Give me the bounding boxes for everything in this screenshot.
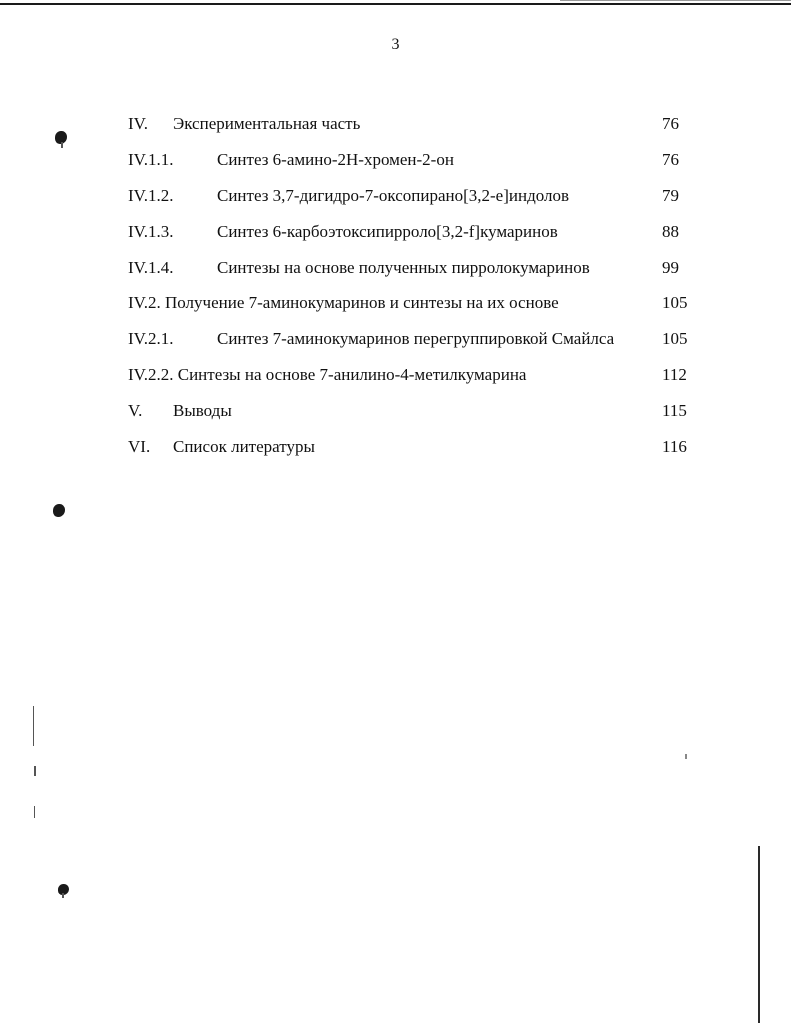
margin-speck — [33, 706, 34, 746]
toc-entry — [128, 291, 690, 327]
margin-speck — [34, 766, 36, 776]
margin-speck — [685, 754, 687, 759]
toc-entry-title: Экспериментальная часть — [173, 114, 361, 133]
toc-entry-page: 105 — [662, 293, 688, 313]
table-of-contents — [128, 112, 690, 471]
margin-speck — [34, 806, 35, 818]
toc-entry — [128, 220, 690, 256]
toc-entry-title: Синтез 3,7-дигидро-7-оксопирано[3,2-e]индолов — [217, 185, 570, 205]
toc-entry-title: Список литературы — [173, 437, 315, 457]
toc-entry-title: Выводы — [173, 401, 232, 421]
toc-entry-page: 105 — [662, 329, 688, 349]
toc-entry-number: IV.2.1. — [128, 329, 174, 349]
top-rule — [0, 3, 791, 5]
binder-hole-tail — [62, 893, 64, 898]
toc-entry-page: 88 — [662, 221, 679, 241]
toc-entry-page: 76 — [662, 149, 679, 169]
toc-entry-title: IV.2. Получение 7-аминокумаринов и синтезы на их основе — [128, 293, 559, 313]
toc-entry — [128, 256, 690, 292]
toc-entry-number: VI. — [128, 437, 151, 457]
toc-entry-number: IV.1.3. — [128, 221, 174, 241]
toc-entry-number: IV.1.4. — [128, 257, 174, 277]
toc-entry — [128, 184, 690, 220]
toc-entry — [128, 327, 690, 363]
scan-right-edge — [758, 846, 760, 1023]
toc-entry-title: IV.2.2. Синтезы на основе 7-анилино-4-метилкумарина — [128, 365, 527, 385]
toc-entry-page: 76 — [662, 114, 679, 133]
toc-entry-title: Синтез 7-аминокумаринов перегруппировкой Смайлса — [217, 329, 615, 349]
toc-entry-number: V. — [128, 401, 143, 421]
toc-entry-page: 112 — [662, 365, 687, 385]
page-number: 3 — [391, 36, 400, 53]
toc-entry — [128, 112, 690, 148]
toc-entry-title: Синтез 6-карбоэтоксипирроло[3,2-f]кумаринов — [217, 221, 558, 241]
toc-entry-page: 116 — [662, 437, 687, 457]
binder-hole-mark — [53, 504, 65, 517]
binder-hole-tail — [61, 142, 63, 148]
toc-entry — [128, 435, 690, 471]
toc-entry-page: 79 — [662, 185, 679, 205]
toc-entry-title: Синтез 6-амино-2H-хромен-2-он — [217, 149, 454, 169]
toc-entry-title: Синтезы на основе полученных пирролокумаринов — [217, 257, 590, 277]
toc-entry-number: IV.1.2. — [128, 185, 174, 205]
toc-entry-number: IV.1.1. — [128, 149, 174, 169]
toc-entry — [128, 148, 690, 184]
toc-entry — [128, 363, 690, 399]
toc-entry-page: 115 — [662, 401, 687, 421]
top-rule-ghost — [560, 0, 791, 1]
toc-entry — [128, 399, 690, 435]
toc-entry-number: IV. — [128, 114, 148, 133]
toc-entry-page: 99 — [662, 257, 679, 277]
